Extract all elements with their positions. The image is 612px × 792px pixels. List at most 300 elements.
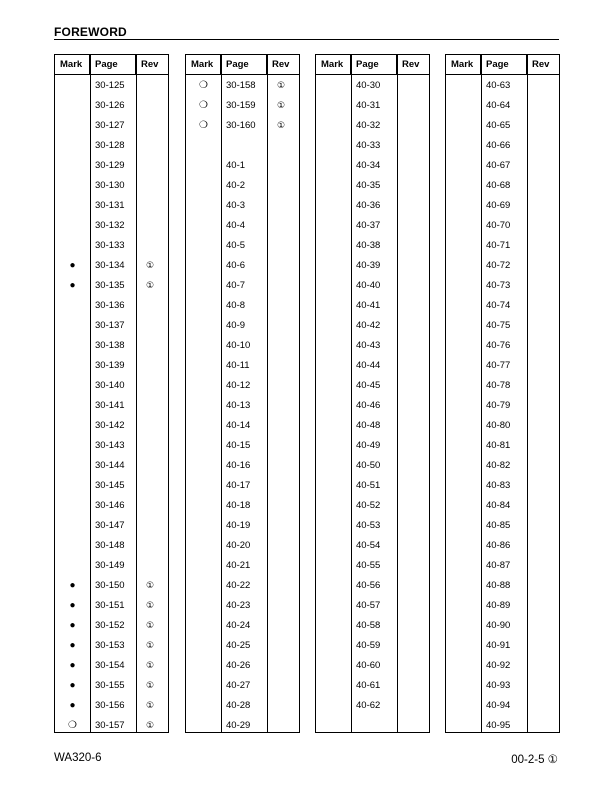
page-cell: 30-128 xyxy=(95,139,125,151)
rev-cell: ① xyxy=(146,699,155,710)
page-cell: 30-139 xyxy=(95,359,125,371)
table-row xyxy=(446,695,559,715)
page-cell: 40-82 xyxy=(486,459,511,471)
page-cell: 40-53 xyxy=(356,519,381,531)
table-row xyxy=(55,455,168,475)
page-cell: 40-30 xyxy=(356,79,381,91)
table-row xyxy=(316,515,429,535)
column-divider xyxy=(267,55,268,732)
page-cell: 40-74 xyxy=(486,299,511,311)
page-cell: 40-39 xyxy=(356,259,381,271)
table-row xyxy=(186,295,299,315)
page-column-header: Page xyxy=(221,55,267,74)
mark-cell: ❍ xyxy=(199,119,208,131)
table-row xyxy=(55,375,168,395)
table-row xyxy=(316,135,429,155)
table-row xyxy=(55,115,168,135)
page-cell: 40-2 xyxy=(226,179,246,191)
page-cell: 40-28 xyxy=(226,699,251,711)
table-row xyxy=(316,275,429,295)
table-row xyxy=(55,655,168,675)
rev-cell: ① xyxy=(146,719,155,730)
table-row xyxy=(446,535,559,555)
page-cell: 40-46 xyxy=(356,399,381,411)
page-cell: 40-42 xyxy=(356,319,381,331)
table-row xyxy=(55,175,168,195)
page-cell: 40-85 xyxy=(486,519,511,531)
table-row xyxy=(316,75,429,95)
page-cell: 40-57 xyxy=(356,599,381,611)
page-cell: 40-91 xyxy=(486,639,511,651)
page-cell: 30-143 xyxy=(95,439,125,451)
page-cell: 30-147 xyxy=(95,519,125,531)
table-row xyxy=(186,155,299,175)
table-row xyxy=(446,235,559,255)
table-row xyxy=(446,555,559,575)
table-row xyxy=(186,535,299,555)
table-row xyxy=(55,235,168,255)
page-cell: 40-60 xyxy=(356,659,381,671)
table-row xyxy=(55,555,168,575)
table-row xyxy=(55,475,168,495)
page-cell: 30-134 xyxy=(95,259,125,271)
page-cell: 30-138 xyxy=(95,339,125,351)
table-row xyxy=(446,495,559,515)
page-cell: 40-16 xyxy=(226,459,251,471)
column-divider xyxy=(397,55,398,732)
rev-column-header: Rev xyxy=(402,59,420,70)
table-row xyxy=(316,455,429,475)
page-cell: 40-34 xyxy=(356,159,381,171)
page-cell: 40-77 xyxy=(486,359,511,371)
mark-cell: ● xyxy=(69,699,76,711)
page-cell: 30-127 xyxy=(95,119,125,131)
page-cell: 40-36 xyxy=(356,199,381,211)
mark-cell: ● xyxy=(69,279,76,291)
page-cell: 40-38 xyxy=(356,239,381,251)
page-cell: 40-62 xyxy=(356,699,381,711)
table-row xyxy=(446,95,559,115)
table-header xyxy=(446,55,559,75)
page-cell: 30-135 xyxy=(95,279,125,291)
page-cell: 30-130 xyxy=(95,179,125,191)
table-row xyxy=(55,275,168,295)
page-cell: 30-129 xyxy=(95,159,125,171)
page-cell: 40-66 xyxy=(486,139,511,151)
page-cell: 40-56 xyxy=(356,579,381,591)
rev-column-header: Rev xyxy=(532,59,550,70)
page-cell: 40-44 xyxy=(356,359,381,371)
table-row xyxy=(316,695,429,715)
table-row xyxy=(55,515,168,535)
page-cell: 40-45 xyxy=(356,379,381,391)
page-cell: 40-40 xyxy=(356,279,381,291)
table-header xyxy=(316,55,429,75)
rev-cell: ① xyxy=(277,99,286,110)
table-row xyxy=(446,255,559,275)
table-row xyxy=(55,75,168,95)
table-row xyxy=(316,635,429,655)
table-row xyxy=(55,95,168,115)
page-cell: 40-27 xyxy=(226,679,251,691)
page-cell: 40-84 xyxy=(486,499,511,511)
table-row xyxy=(446,415,559,435)
page-cell: 40-29 xyxy=(226,719,251,731)
table-row xyxy=(55,615,168,635)
table-row xyxy=(55,535,168,555)
mark-cell: ● xyxy=(69,619,76,631)
page-cell: 40-95 xyxy=(486,719,511,731)
column-divider xyxy=(221,55,222,732)
page-table-3 xyxy=(315,54,430,733)
page-cell: 40-11 xyxy=(226,359,250,371)
table-row xyxy=(316,595,429,615)
table-row xyxy=(186,595,299,615)
table-row xyxy=(55,715,168,735)
page-cell: 40-73 xyxy=(486,279,511,291)
table-body xyxy=(186,75,299,735)
table-row xyxy=(446,395,559,415)
table-row xyxy=(446,155,559,175)
page-cell: 40-81 xyxy=(486,439,511,451)
page-cell: 40-78 xyxy=(486,379,511,391)
page-cell: 40-83 xyxy=(486,479,511,491)
table-row xyxy=(316,195,429,215)
page-cell: 40-33 xyxy=(356,139,381,151)
table-row xyxy=(186,675,299,695)
section-title: FOREWORD xyxy=(54,25,127,39)
table-row xyxy=(446,335,559,355)
page-cell: 30-156 xyxy=(95,699,125,711)
footer-model: WA320-6 xyxy=(54,752,102,764)
table-row xyxy=(55,575,168,595)
table-row xyxy=(446,615,559,635)
page-cell: 30-133 xyxy=(95,239,125,251)
table-row xyxy=(316,615,429,635)
mark-cell: ❍ xyxy=(199,79,208,91)
page-cell: 40-6 xyxy=(226,259,246,271)
title-rule xyxy=(54,39,559,40)
table-row xyxy=(186,515,299,535)
table-row xyxy=(186,395,299,415)
page-cell: 40-10 xyxy=(226,339,251,351)
table-row xyxy=(446,475,559,495)
page-cell: 40-72 xyxy=(486,259,511,271)
table-row xyxy=(55,695,168,715)
page-cell: 30-154 xyxy=(95,659,125,671)
page-cell: 40-54 xyxy=(356,539,381,551)
page-cell: 40-71 xyxy=(486,239,511,251)
page-cell: 30-125 xyxy=(95,79,125,91)
page-cell: 40-48 xyxy=(356,419,381,431)
table-row xyxy=(55,675,168,695)
page-cell: 30-136 xyxy=(95,299,125,311)
page-cell: 40-86 xyxy=(486,539,511,551)
mark-column-header: Mark xyxy=(316,55,351,74)
table-row xyxy=(186,495,299,515)
page-cell: 40-1 xyxy=(226,159,246,171)
page-cell: 40-32 xyxy=(356,119,381,131)
page-cell: 40-50 xyxy=(356,459,381,471)
page-cell: 30-145 xyxy=(95,479,125,491)
table-row xyxy=(316,235,429,255)
page-cell: 40-65 xyxy=(486,119,511,131)
page-cell: 30-155 xyxy=(95,679,125,691)
table-row xyxy=(446,135,559,155)
page-cell: 40-13 xyxy=(226,399,251,411)
table-row xyxy=(446,655,559,675)
page-cell: 40-18 xyxy=(226,499,251,511)
rev-cell: ① xyxy=(277,119,286,130)
page-cell: 30-158 xyxy=(226,79,256,91)
rev-cell: ① xyxy=(146,679,155,690)
page-cell: 40-21 xyxy=(226,559,251,571)
page-column-header: Page xyxy=(351,55,397,74)
table-row xyxy=(316,535,429,555)
table-row xyxy=(186,255,299,275)
page-cell: 40-88 xyxy=(486,579,511,591)
table-header xyxy=(186,55,299,75)
table-row xyxy=(446,175,559,195)
page-cell: 40-17 xyxy=(226,479,251,491)
page-cell: 40-43 xyxy=(356,339,381,351)
page-cell: 40-67 xyxy=(486,159,511,171)
table-row xyxy=(446,635,559,655)
page-table-2 xyxy=(185,54,300,733)
page-cell: 30-146 xyxy=(95,499,125,511)
page-cell: 30-131 xyxy=(95,199,125,211)
page-cell: 30-137 xyxy=(95,319,125,331)
table-row xyxy=(316,555,429,575)
footer-page-number: 00-2-5 ① xyxy=(511,754,558,766)
page-cell: 40-94 xyxy=(486,699,511,711)
table-row xyxy=(316,495,429,515)
table-row xyxy=(316,295,429,315)
page-cell: 30-153 xyxy=(95,639,125,651)
table-row xyxy=(186,555,299,575)
page-cell: 40-49 xyxy=(356,439,381,451)
page-cell: 40-37 xyxy=(356,219,381,231)
table-row xyxy=(186,115,299,135)
page-table-1 xyxy=(54,54,169,733)
table-row xyxy=(186,335,299,355)
rev-column-header: Rev xyxy=(141,59,159,70)
table-row xyxy=(55,315,168,335)
table-row xyxy=(186,475,299,495)
page-cell: 40-12 xyxy=(226,379,251,391)
mark-cell: ● xyxy=(69,259,76,271)
table-row xyxy=(55,395,168,415)
page-cell: 40-89 xyxy=(486,599,511,611)
table-row xyxy=(316,255,429,275)
page-cell: 30-150 xyxy=(95,579,125,591)
table-row xyxy=(55,415,168,435)
column-divider xyxy=(90,55,91,732)
page-cell: 40-14 xyxy=(226,419,251,431)
table-row xyxy=(446,315,559,335)
table-body xyxy=(446,75,559,735)
table-row xyxy=(55,195,168,215)
table-body xyxy=(316,75,429,715)
table-row xyxy=(186,195,299,215)
table-row xyxy=(55,355,168,375)
page-cell: 40-64 xyxy=(486,99,511,111)
page-cell: 40-22 xyxy=(226,579,251,591)
table-row xyxy=(446,275,559,295)
table-row xyxy=(316,215,429,235)
page-cell: 30-148 xyxy=(95,539,125,551)
table-row xyxy=(186,175,299,195)
table-row xyxy=(55,215,168,235)
page-column-header: Page xyxy=(481,55,527,74)
table-row xyxy=(446,595,559,615)
table-body xyxy=(55,75,168,735)
mark-cell: ❍ xyxy=(68,719,77,731)
page-cell: 40-92 xyxy=(486,659,511,671)
column-divider xyxy=(481,55,482,732)
page-cell: 40-51 xyxy=(356,479,381,491)
page-cell: 30-140 xyxy=(95,379,125,391)
page-cell: 40-4 xyxy=(226,219,246,231)
page-cell: 40-70 xyxy=(486,219,511,231)
table-row xyxy=(316,395,429,415)
page-cell: 40-9 xyxy=(226,319,246,331)
column-divider xyxy=(527,55,528,732)
table-row xyxy=(446,355,559,375)
table-row xyxy=(446,75,559,95)
table-row xyxy=(446,675,559,695)
page-cell: 40-35 xyxy=(356,179,381,191)
page-cell: 40-80 xyxy=(486,419,511,431)
page-cell: 40-90 xyxy=(486,619,511,631)
table-row xyxy=(186,275,299,295)
page-cell: 30-126 xyxy=(95,99,125,111)
page-cell: 30-132 xyxy=(95,219,125,231)
page-cell: 40-24 xyxy=(226,619,251,631)
table-row xyxy=(55,255,168,275)
page-table-4 xyxy=(445,54,560,733)
rev-cell: ① xyxy=(146,639,155,650)
rev-cell: ① xyxy=(146,579,155,590)
rev-cell: ① xyxy=(146,659,155,670)
page-cell: 30-159 xyxy=(226,99,256,111)
page-cell: 40-58 xyxy=(356,619,381,631)
table-row xyxy=(55,295,168,315)
page-cell: 40-7 xyxy=(226,279,246,291)
rev-cell: ① xyxy=(146,619,155,630)
rev-cell: ① xyxy=(146,599,155,610)
table-row xyxy=(446,295,559,315)
page-cell: 40-19 xyxy=(226,519,251,531)
page-column-header: Page xyxy=(90,55,136,74)
table-row xyxy=(186,375,299,395)
table-row xyxy=(186,95,299,115)
page-cell: 30-157 xyxy=(95,719,125,731)
page-cell: 40-26 xyxy=(226,659,251,671)
table-row xyxy=(316,415,429,435)
page-cell: 30-141 xyxy=(95,399,125,411)
mark-column-header: Mark xyxy=(55,55,90,74)
table-row xyxy=(316,95,429,115)
page-cell: 30-151 xyxy=(95,599,125,611)
page-cell: 40-8 xyxy=(226,299,246,311)
table-row xyxy=(316,315,429,335)
page-cell: 40-87 xyxy=(486,559,511,571)
column-divider xyxy=(136,55,137,732)
page-cell: 40-93 xyxy=(486,679,511,691)
table-row xyxy=(186,575,299,595)
mark-cell: ● xyxy=(69,659,76,671)
table-row xyxy=(446,115,559,135)
table-row xyxy=(316,475,429,495)
table-row xyxy=(55,335,168,355)
table-row xyxy=(186,655,299,675)
mark-cell: ❍ xyxy=(199,99,208,111)
page-cell: 30-144 xyxy=(95,459,125,471)
table-row xyxy=(446,455,559,475)
page-cell: 40-55 xyxy=(356,559,381,571)
rev-column-header: Rev xyxy=(272,59,290,70)
table-row xyxy=(316,115,429,135)
table-row xyxy=(55,495,168,515)
table-row xyxy=(186,615,299,635)
page-cell: 40-52 xyxy=(356,499,381,511)
table-row xyxy=(446,375,559,395)
table-row xyxy=(446,195,559,215)
page-cell: 40-41 xyxy=(356,299,381,311)
table-row xyxy=(316,575,429,595)
page-cell: 40-20 xyxy=(226,539,251,551)
column-divider xyxy=(351,55,352,732)
page-cell: 40-79 xyxy=(486,399,511,411)
table-row xyxy=(186,435,299,455)
table-row xyxy=(186,215,299,235)
page-cell: 30-152 xyxy=(95,619,125,631)
table-row xyxy=(316,155,429,175)
table-row xyxy=(316,655,429,675)
table-row xyxy=(316,675,429,695)
rev-cell: ① xyxy=(146,279,155,290)
mark-cell: ● xyxy=(69,599,76,611)
rev-cell: ① xyxy=(277,79,286,90)
table-row xyxy=(55,155,168,175)
page-cell: 40-31 xyxy=(356,99,381,111)
page-cell: 40-25 xyxy=(226,639,251,651)
page-cell: 40-5 xyxy=(226,239,246,251)
table-row xyxy=(186,235,299,255)
table-row xyxy=(316,175,429,195)
table-row xyxy=(316,375,429,395)
table-row xyxy=(446,575,559,595)
page-cell: 30-142 xyxy=(95,419,125,431)
table-row xyxy=(186,715,299,735)
page-cell: 40-69 xyxy=(486,199,511,211)
table-row xyxy=(55,595,168,615)
page-cell: 40-15 xyxy=(226,439,251,451)
table-row xyxy=(186,315,299,335)
table-row xyxy=(446,715,559,735)
mark-cell: ● xyxy=(69,679,76,691)
page-cell: 30-160 xyxy=(226,119,256,131)
table-row xyxy=(446,435,559,455)
page-cell: 40-63 xyxy=(486,79,511,91)
table-row xyxy=(316,435,429,455)
page-cell: 40-3 xyxy=(226,199,246,211)
page-cell: 30-149 xyxy=(95,559,125,571)
mark-column-header: Mark xyxy=(446,55,481,74)
table-row xyxy=(186,75,299,95)
table-row xyxy=(316,355,429,375)
